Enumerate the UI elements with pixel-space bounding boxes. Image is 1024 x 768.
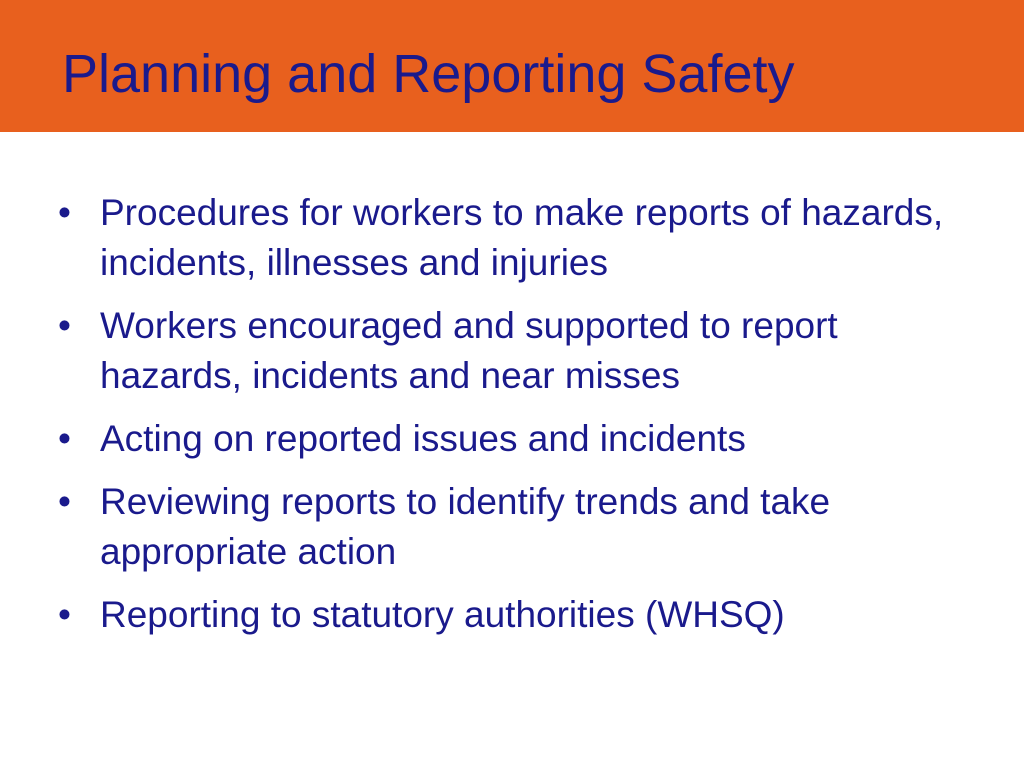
bullet-dot-icon: • [58,594,71,635]
bullet-dot-icon: • [58,481,71,522]
bullet-item-workers-encouraged [52,301,972,401]
bullet-item-procedures [52,188,972,288]
bullet-item-statutory-reporting [52,590,972,640]
bullet-text: Procedures for workers to make reports of hazards, incidents, illnesses and injuries [100,192,944,283]
bullet-list [52,188,972,653]
bullet-dot-icon: • [58,305,71,346]
bullet-text: Reviewing reports to identify trends and take appropriate action [100,481,831,572]
bullet-text: Workers encouraged and supported to report hazards, incidents and near misses [100,305,838,396]
bullet-dot-icon: • [58,418,71,459]
bullet-dot-icon: • [58,192,71,233]
bullet-text: Reporting to statutory authorities (WHSQ) [100,594,785,635]
title-bar [0,0,1024,132]
bullet-item-acting-on-issues [52,414,972,464]
bullet-item-reviewing-reports [52,477,972,577]
bullet-text: Acting on reported issues and incidents [100,418,746,459]
slide-title: Planning and Reporting Safety [62,44,795,104]
